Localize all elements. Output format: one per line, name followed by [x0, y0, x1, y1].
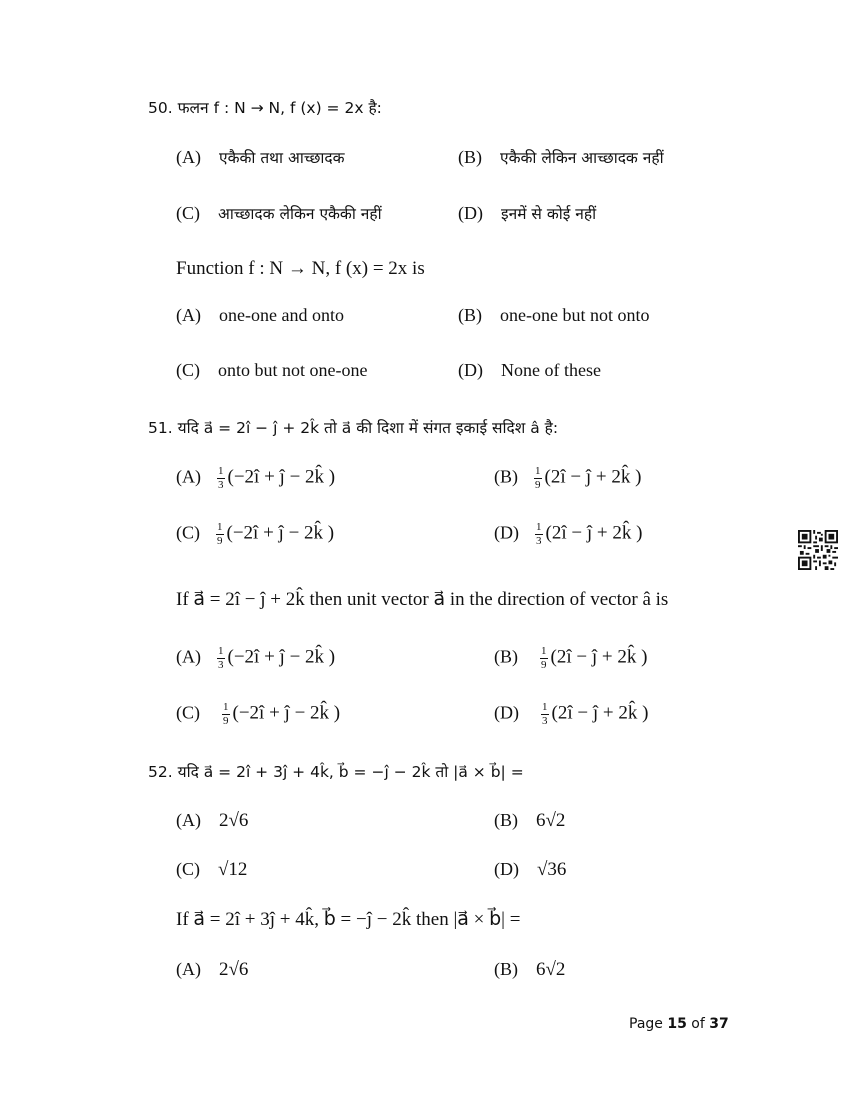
q51-hindi-question: 51. यदि a⃗ = 2î − ĵ + 2k̂ तो a⃗ की दिशा में संगत इकाई सदिश â है:: [148, 419, 559, 437]
q50-hi-option-c: (C) आच्छादक लेकिन एकैकी नहीं: [176, 203, 382, 223]
q52-en-option-b: (B) 6√2: [494, 959, 566, 980]
q51-en-option-a: (A) $\frac{1}{3}$ (−2î + ĵ − 2k̂ ): [176, 645, 336, 671]
q50-english-question: Function f : N → N, f (x) = 2x is: [176, 258, 425, 279]
q51-hi-option-d: (D) $\frac{1}{3}$ (2î − ĵ + 2k̂ ): [494, 521, 643, 547]
fraction: $\frac{1}{3}$: [218, 465, 224, 491]
q50-hi-option-b: (B) एकैकी लेकिन आच्छादक नहीं: [458, 147, 664, 167]
fraction: $\frac{1}{3}$: [536, 521, 542, 547]
q52-en-option-a: (A) 2√6: [176, 959, 249, 980]
q50-hi-option-d: (D) इनमें से कोई नहीं: [458, 203, 597, 223]
q50-en-option-a: (A) one-one and onto: [176, 305, 344, 325]
q51-hi-option-b: (B) $\frac{1}{9}$ (2î − ĵ + 2k̂ ): [494, 465, 642, 491]
q50-hi-option-a: (A) एकैकी तथा आच्छादक: [176, 147, 345, 167]
qr-code-icon: [798, 530, 838, 570]
q52-hi-option-c: (C) √12: [176, 859, 248, 880]
fraction: $\frac{1}{9}$: [535, 465, 541, 491]
q51-en-option-d: (D) $\frac{1}{3}$ (2î − ĵ + 2k̂ ): [494, 701, 649, 727]
q52-hindi-question: 52. यदि a⃗ = 2î + 3ĵ + 4k̂, b⃗ = −ĵ − 2k̂ तो |a⃗ × b⃗| =: [148, 763, 524, 781]
q50-hindi-question: 50. फलन f : N → N, f (x) = 2x है:: [148, 99, 382, 117]
fraction: $\frac{1}{9}$: [223, 701, 229, 727]
fraction: $\frac{1}{3}$: [218, 645, 224, 671]
q51-english-question: If a⃗ = 2î − ĵ + 2k̂ then unit vector a⃗ in the direction of vector â is: [176, 589, 669, 610]
q52-hi-option-a: (A) 2√6: [176, 810, 249, 831]
q52-hi-option-b: (B) 6√2: [494, 810, 566, 831]
q50-en-option-d: (D) None of these: [458, 360, 601, 380]
q51-hi-option-a: (A) $\frac{1}{3}$ (−2î + ĵ − 2k̂ ): [176, 465, 336, 491]
page-number: Page 15 of 37: [629, 1016, 729, 1032]
q51-hi-option-c: (C) $\frac{1}{9}$ (−2î + ĵ − 2k̂ ): [176, 521, 335, 547]
fraction: $\frac{1}{3}$: [542, 701, 548, 727]
q50-en-option-c: (C) onto but not one-one: [176, 360, 368, 380]
q51-en-option-b: (B) $\frac{1}{9}$ (2î − ĵ + 2k̂ ): [494, 645, 648, 671]
q52-hi-option-d: (D) √36: [494, 859, 567, 880]
fraction: $\frac{1}{9}$: [541, 645, 547, 671]
q51-en-option-c: (C) $\frac{1}{9}$ (−2î + ĵ − 2k̂ ): [176, 701, 341, 727]
fraction: $\frac{1}{9}$: [217, 521, 223, 547]
q50-en-option-b: (B) one-one but not onto: [458, 305, 650, 325]
q52-english-question: If a⃗ = 2î + 3ĵ + 4k̂, b⃗ = −ĵ − 2k̂ then |a⃗ × b⃗| =: [176, 909, 521, 930]
